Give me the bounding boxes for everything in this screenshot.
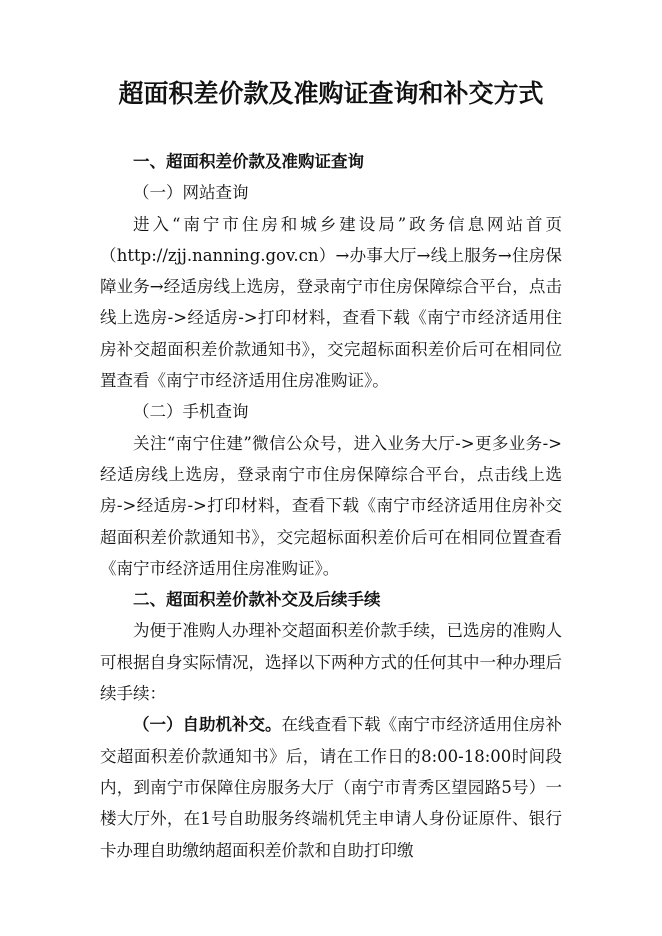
section-1-sub-2-paragraph: 关注“南宁住建”微信公众号，进入业务大厅->更多业务->经适房线上选房，登录南宁市住房保障综合平台，点击线上选房->经适房->打印材料，查看下载《南宁市经济适用住房补交超面积差价款通知书》，交完超标面积差价后可在相同位置查看《南宁市经济适用住房准购证》。 [100, 433, 562, 578]
section-1-sub-1-heading: （一）网站查询 [133, 183, 249, 203]
section-1-sub-2-heading: （二）手机查询 [133, 402, 249, 422]
document-title: 超面积差价款及准购证查询和补交方式 [118, 79, 544, 108]
section-2-intro-paragraph: 为便于准购人办理补交超面积差价款手续，已选房的准购人可根据自身实际情况，选择以下两种方式的任何其中一种办理后续手续： [100, 621, 562, 704]
document-body [100, 146, 562, 866]
section-1-heading: 一、超面积差价款及准购证查询 [133, 152, 364, 171]
section-2-heading: 二、超面积差价款补交及后续手续 [133, 590, 381, 610]
section-2-sub-1-text: 在线查看下载《南宁市经济适用住房补交超面积差价款通知书》后，请在工作日的8:00-18:00时间段内，到南宁市保障住房服务大厅（南宁市青秀区望园路5号）一楼大厅外，在1号自助服务终端机凭主申请人身份证原件、银行卡办理自助缴纳超面积差价款和自助打印缴 [100, 715, 562, 860]
section-2-sub-1-paragraph [100, 709, 562, 865]
section-2-sub-1-heading: （一）自助机补交。 [133, 715, 282, 735]
section-1-sub-1-paragraph: 进入“南宁市住房和城乡建设局”政务信息网站首页（http://zjj.nanning.gov.cn）→办事大厅→线上服务→住房保障业务→经适房线上选房，登录南宁市住房保障综合平台，点击线上选房->经适房->打印材料，查看下载《南宁市经济适用住房补交超面积差价款通知书》，交完超标面积差价后可在相同位置查看《南宁市经济适用住房准购证》。 [100, 214, 562, 391]
